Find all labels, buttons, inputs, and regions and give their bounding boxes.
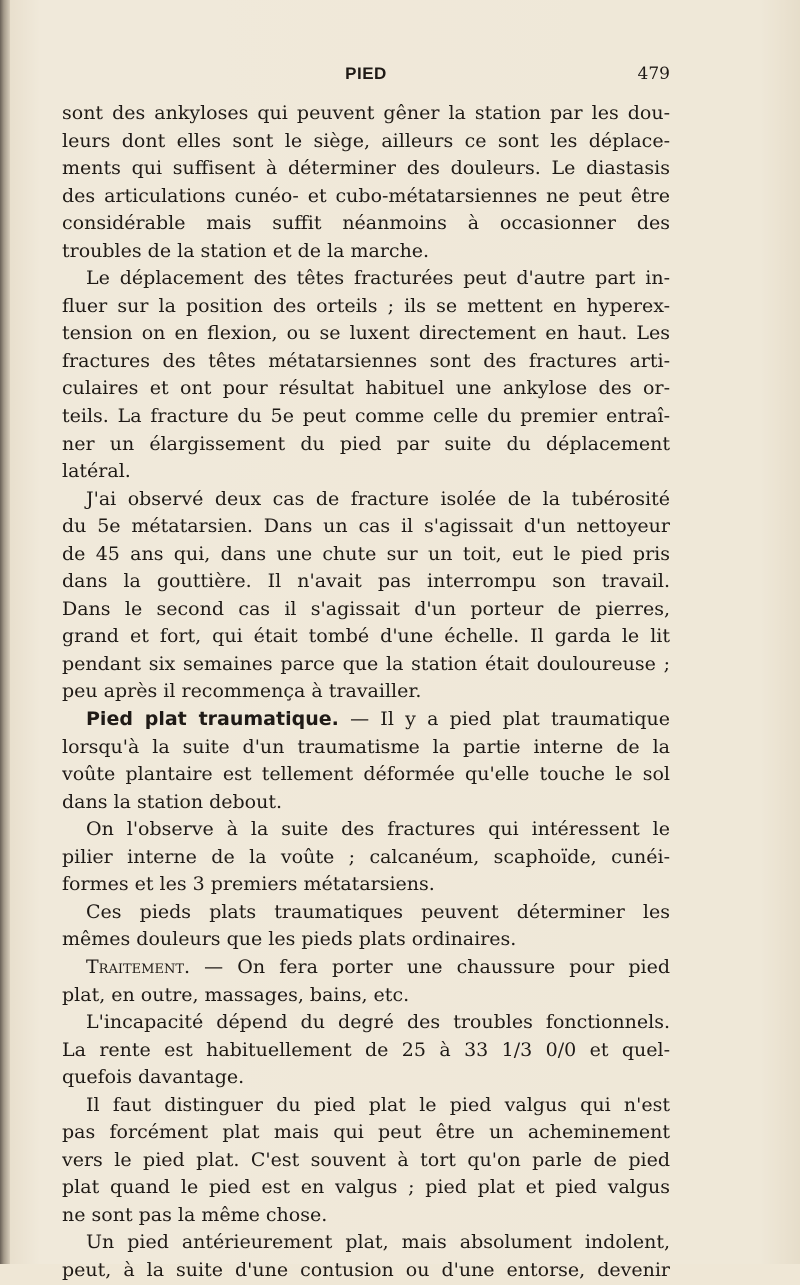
text-line: formes et les 3 premiers métatarsiens.: [62, 873, 435, 896]
text-line: lorsqu'à la suite d'un traumatisme la partie interne de la: [62, 735, 670, 758]
text-line: pendant six semaines parce que la station était douloureuse ;: [62, 652, 670, 675]
text-line: considérable mais suffit néanmoins à occasionner des: [62, 212, 670, 235]
treatment-label: Traitement.: [86, 955, 191, 978]
text-line: peut, à la suite d'une contusion ou d'une entorse, devenir: [62, 1258, 670, 1281]
page-header: [62, 64, 670, 86]
section-heading-rest: — Il y a pied plat traumatique: [338, 708, 670, 731]
text-line: plat, en outre, massages, bains, etc.: [62, 983, 410, 1006]
text-line: Ces pieds plats traumatiques peuvent déterminer les: [86, 900, 670, 923]
text-line: du 5e métatarsien. Dans un cas il s'agissait d'un nettoyeur: [62, 515, 670, 538]
text-line: vers le pied plat. C'est souvent à tort qu'on parle de pied: [62, 1148, 670, 1171]
text-line: J'ai observé deux cas de fracture isolée de la tubérosité: [86, 487, 670, 510]
section-heading-line: [62, 706, 670, 734]
text-line: La rente est habituellement de 25 à 33 1/3 0/0 et quel-: [62, 1038, 670, 1061]
body-text: [62, 100, 670, 1285]
text-line: tension on en flexion, ou se luxent directement en haut. Les: [62, 322, 670, 345]
text-line: quefois davantage.: [62, 1066, 245, 1089]
text-line: latéral.: [62, 460, 131, 483]
page-binding-edge: [0, 0, 10, 1264]
text-line: Le déplacement des têtes fracturées peut d'autre part in-: [86, 267, 670, 290]
text-line: fractures des têtes métatarsiennes sont des fractures arti-: [62, 349, 670, 372]
text-line: ments qui suffisent à déterminer des douleurs. Le diastasis: [62, 157, 670, 180]
text-line: Un pied antérieurement plat, mais absolument indolent,: [86, 1231, 670, 1254]
text-line: teils. La fracture du 5e peut comme celle du premier entraî-: [62, 405, 670, 428]
text-line: des articulations cunéo- et cubo-métatarsiennes ne peut être: [62, 184, 670, 207]
text-line: Il faut distinguer du pied plat le pied valgus qui n'est: [86, 1093, 670, 1116]
text-line: mêmes douleurs que les pieds plats ordinaires.: [62, 928, 517, 951]
text-line: dans la gouttière. Il n'avait pas interrompu son travail.: [62, 570, 670, 593]
text-line: dans la station debout.: [62, 790, 283, 813]
running-title: PIED: [345, 64, 387, 83]
section-heading: Pied plat traumatique.: [86, 708, 339, 731]
text-line: plat quand le pied est en valgus ; pied plat et pied valgus: [62, 1176, 670, 1199]
treatment-rest: — On fera porter une chaussure pour pied: [190, 955, 670, 978]
text-line: peu après il recommença à travailler.: [62, 680, 422, 703]
text-line: leurs dont elles sont le siège, ailleurs ce sont les déplace-: [62, 129, 670, 152]
page-number: 479: [637, 64, 670, 84]
treatment-line: [62, 954, 670, 982]
text-line: ner un élargissement du pied par suite du déplacement: [62, 432, 670, 455]
text-line: On l'observe à la suite des fractures qui intéressent le: [86, 818, 670, 841]
text-line: de 45 ans qui, dans une chute sur un toit, eut le pied pris: [62, 542, 670, 565]
text-line: Dans le second cas il s'agissait d'un porteur de pierres,: [62, 597, 670, 620]
text-line: fluer sur la position des orteils ; ils se mettent en hyperex-: [62, 294, 670, 317]
text-line: voûte plantaire est tellement déformée qu'elle touche le sol: [62, 763, 670, 786]
text-line: grand et fort, qui était tombé d'une échelle. Il garda le lit: [62, 625, 670, 648]
text-line: L'incapacité dépend du degré des troubles fonctionnels.: [86, 1011, 670, 1034]
text-line: pas forcément plat mais qui peut être un acheminement: [62, 1121, 670, 1144]
text-line: sont des ankyloses qui peuvent gêner la station par les dou-: [62, 102, 670, 124]
text-line: troubles de la station et de la marche.: [62, 239, 430, 262]
text-line: culaires et ont pour résultat habituel une ankylose des or-: [62, 377, 670, 400]
text-line: pilier interne de la voûte ; calcanéum, scaphoïde, cunéi-: [62, 845, 670, 868]
text-line: ne sont pas la même chose.: [62, 1203, 328, 1226]
